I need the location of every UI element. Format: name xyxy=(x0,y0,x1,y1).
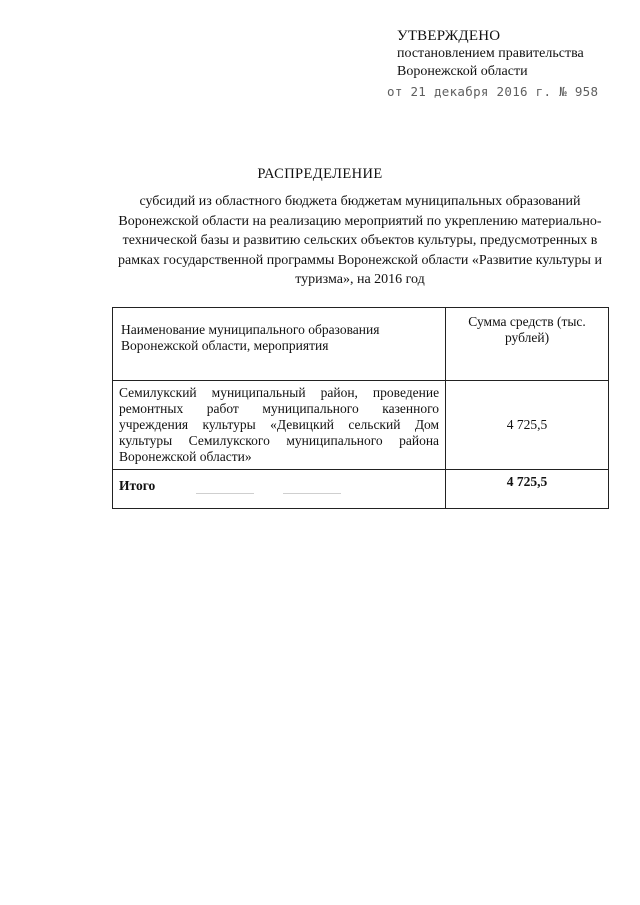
row-sum-cell: 4 725,5 xyxy=(446,381,609,470)
table-row xyxy=(113,381,609,470)
table-total-row xyxy=(113,470,609,509)
header-name-cell: Наименование муниципального образования Воронежской области, мероприятия xyxy=(113,308,446,381)
total-sum-cell: 4 725,5 xyxy=(446,470,609,509)
total-label-cell: Итого xyxy=(113,470,446,509)
approval-title: УТВЕРЖДЕНО xyxy=(397,28,501,44)
table-header-row xyxy=(113,308,609,381)
scan-artifact-line xyxy=(283,493,341,494)
row-name-cell: Семилукский муниципальный район, проведение ремонтных работ муниципального казенного учреждения культуры «Девицкий сельский Дом культуры Семилукского муниципального района Воронежской области» xyxy=(113,381,446,470)
subsidies-table xyxy=(112,307,609,509)
approval-line-1: постановлением правительства xyxy=(397,46,584,61)
document-title: РАСПРЕДЕЛЕНИЕ xyxy=(257,166,383,182)
scan-artifact-line xyxy=(196,493,254,494)
approval-date-line: от 21 декабря 2016 г. № 958 xyxy=(387,84,599,99)
approval-line-2: Воронежской области xyxy=(397,64,528,79)
approval-block xyxy=(387,27,633,101)
header-sum-cell: Сумма средств (тыс. рублей) xyxy=(446,308,609,381)
document-subtitle: субсидий из областного бюджета бюджетам муниципальных образований Воронежской области на реализацию мероприятий по укреплению материально-технической базы и развитию сельских объектов культуры, предусмотренных в рамках государственной программы Воронежской области «Развитие культуры и туризма», на 2016 год xyxy=(118,194,602,287)
